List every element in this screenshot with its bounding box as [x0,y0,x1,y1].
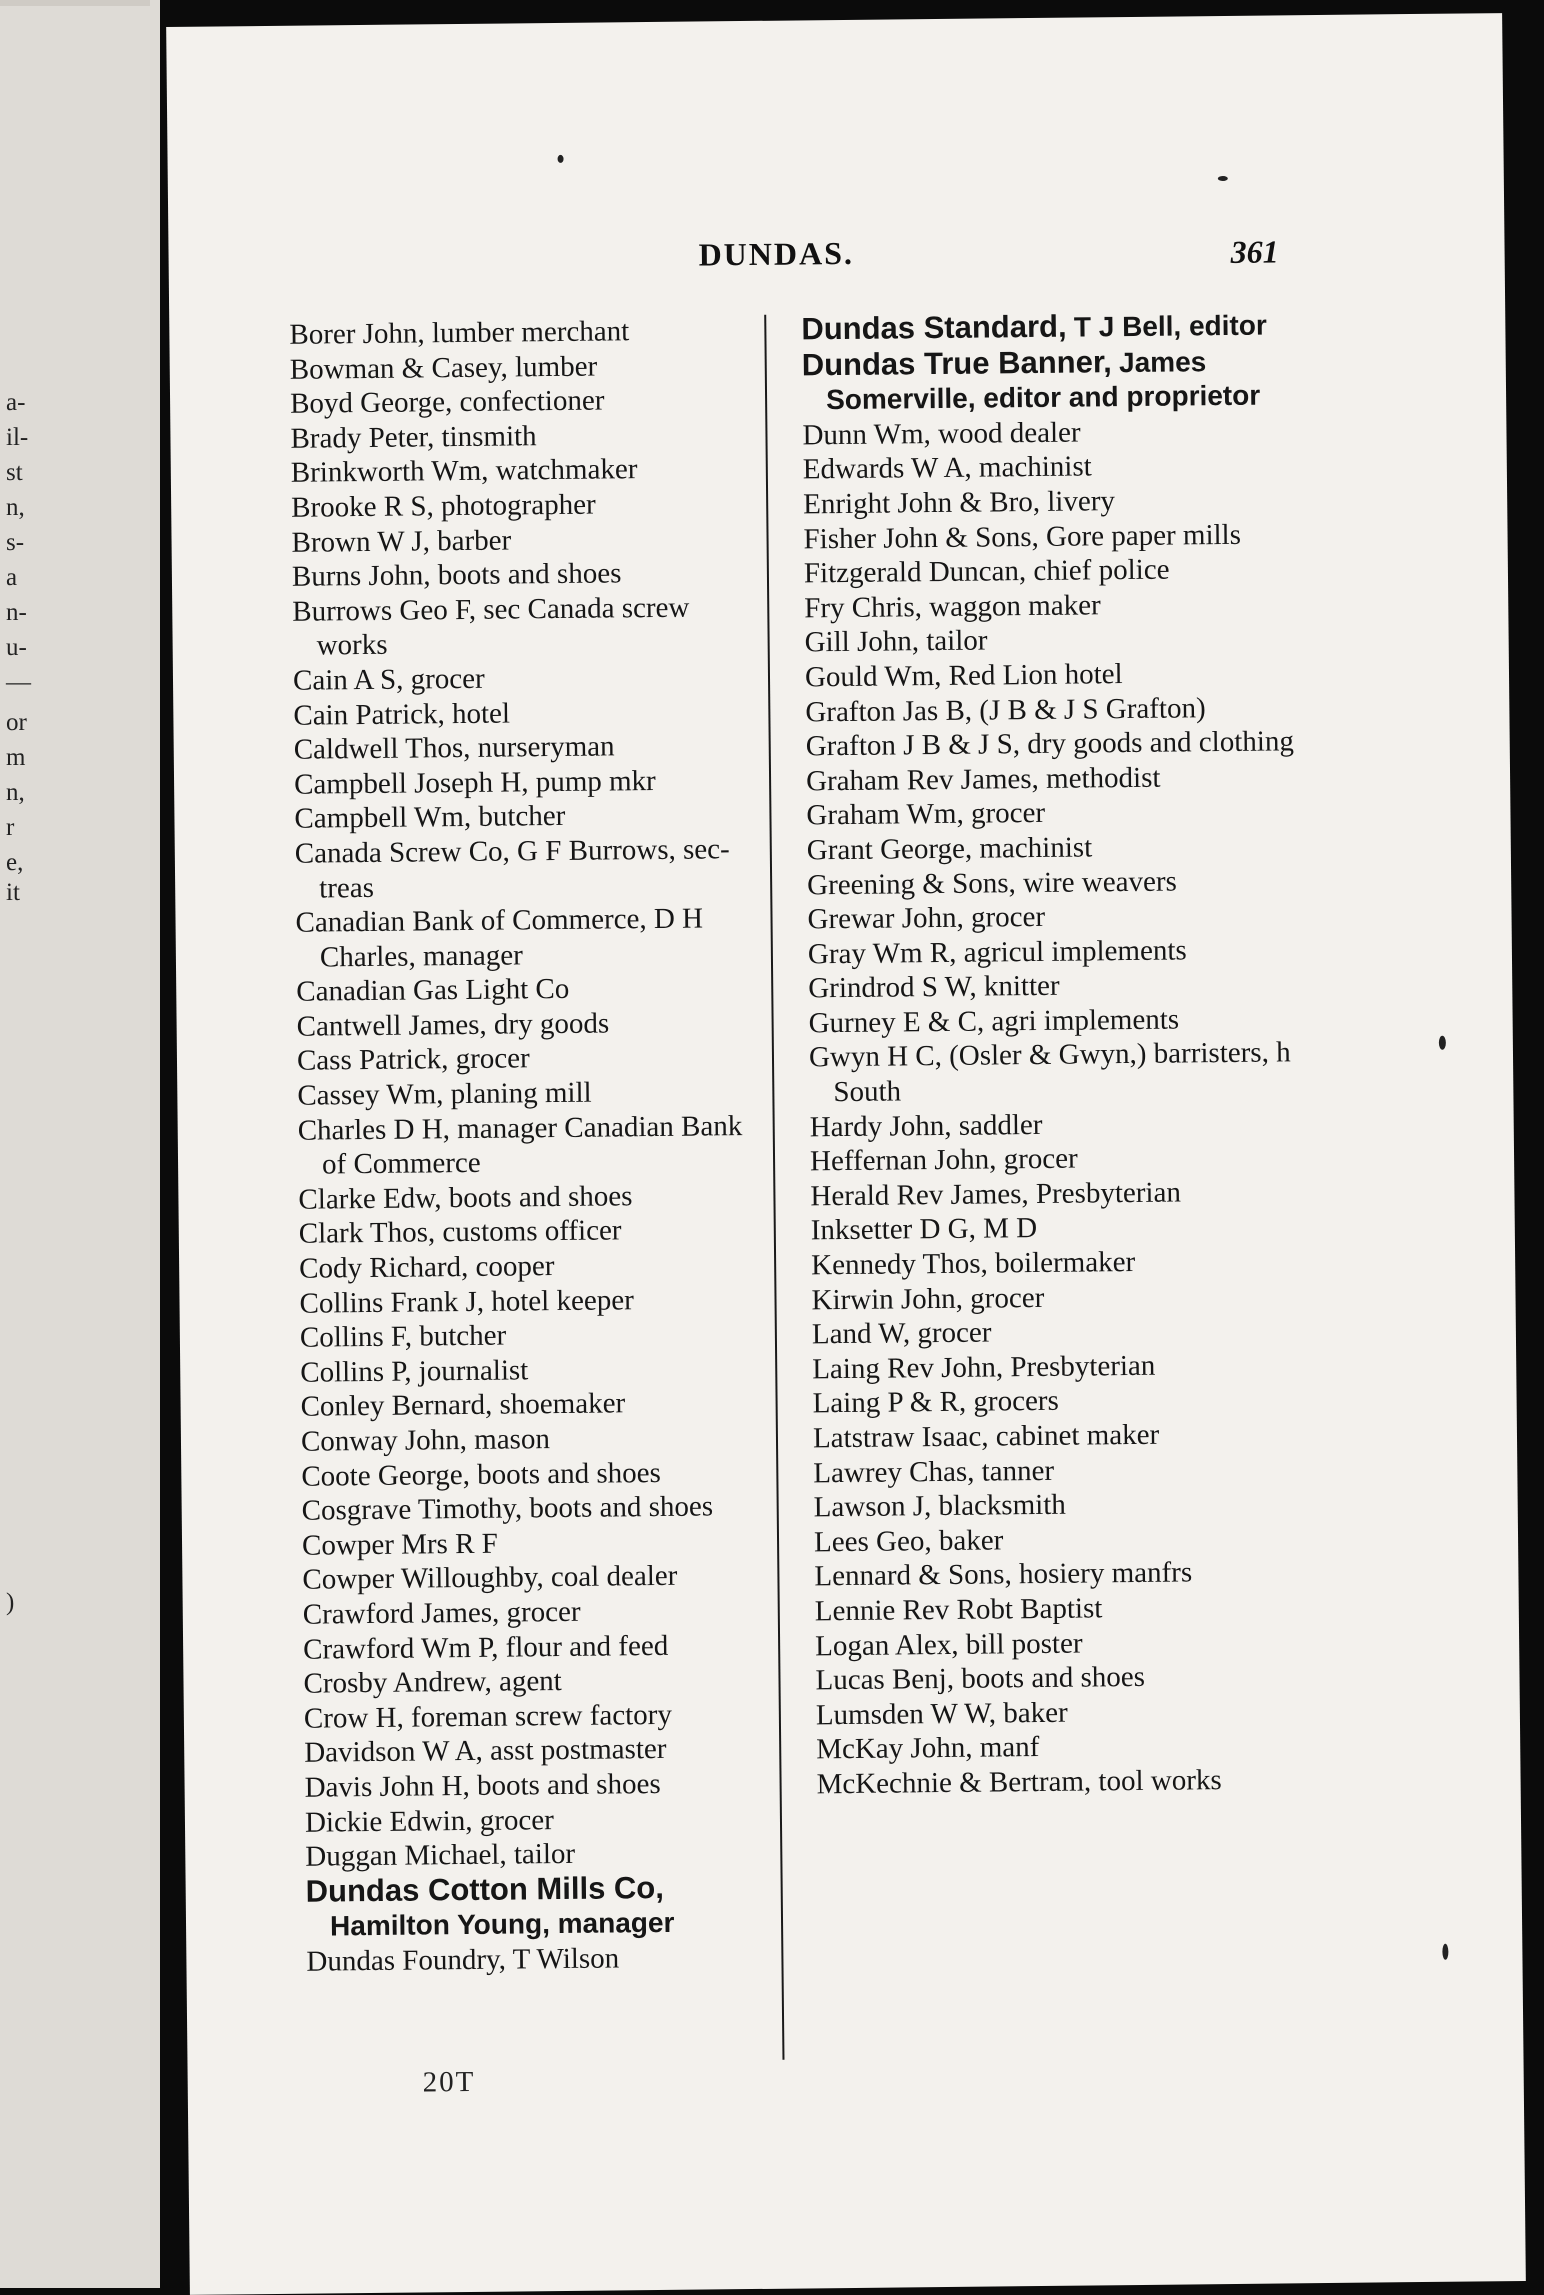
directory-entry: Gwyn H C, (Osler & Gwyn,) barristers, h South [808,1036,1291,1109]
directory-entry: Lucas Benj, boots and shoes [815,1661,1146,1697]
directory-entry: Gray Wm R, agricul implements [807,934,1187,971]
right-column [801,307,1317,1802]
directory-entry: Cain A S, grocer [292,662,485,697]
directory-entry: Edwards W A, machinist [802,450,1092,486]
directory-entry: Logan Alex, bill poster [814,1627,1083,1662]
directory-entry: McKay John, manf [816,1731,1040,1766]
entry-detail: T J Bell, editor [1073,309,1267,343]
directory-entry: Campbell Wm, butcher [294,800,566,836]
directory-entry: Conley Bernard, shoemaker [300,1387,626,1424]
directory-entry: Boyd George, confectioner [289,384,605,420]
directory-entry: Grafton J B & J S, dry goods and clothing [805,725,1295,763]
directory-entry: Crosby Andrew, agent [303,1665,562,1700]
directory-entry: Cody Richard, cooper [299,1250,555,1285]
directory-entry: Davidson W A, asst postmaster [304,1733,667,1770]
directory-entry: Burns John, boots and shoes [291,557,622,593]
directory-entry: Brinkworth Wm, watchmaker [290,453,638,490]
directory-entry: Cass Patrick, grocer [296,1042,530,1078]
directory-entry: Canada Screw Co, G F Burrows, sec-treas [294,833,730,905]
directory-entry: Heffernan John, grocer [809,1142,1078,1178]
directory-entry: Lennie Rev Robt Baptist [814,1592,1103,1628]
ink-speck [1439,1036,1446,1050]
directory-entry: Duggan Michael, tailor [305,1838,576,1873]
directory-entry: Collins Frank J, hotel keeper [299,1283,634,1320]
directory-entry: Fry Chris, waggon maker [804,589,1101,625]
entry-business-name: Dundas True Banner, [801,343,1112,383]
directory-entry: Lawrey Chas, tanner [813,1454,1055,1489]
left-page-text-fragment: st [6,459,23,486]
left-page-text-fragment: u- [6,634,27,661]
directory-entry: Herald Rev James, Presbyterian [810,1176,1182,1213]
directory-page [166,13,1526,2295]
entry-business-name: Dundas Cotton Mills Co, [305,1869,665,1909]
ink-speck [558,155,564,163]
directory-entry: Lennard & Sons, hosiery manfrs [814,1556,1193,1593]
directory-entry: Brown W J, barber [291,524,512,559]
entry-detail: Hamilton Young, manager [329,1907,675,1942]
left-page-text-fragment: or [6,709,27,736]
directory-entry: Cassey Wm, planing mill [297,1076,592,1112]
directory-entry: Bowman & Casey, lumber [289,350,598,386]
directory-entry: Cosgrave Timothy, boots and shoes [301,1490,714,1527]
directory-entry: Cowper Mrs R F [301,1527,498,1562]
directory-entry: Lees Geo, baker [813,1524,1004,1559]
left-page-text-fragment: n, [6,494,25,521]
directory-entry: McKechnie & Bertram, tool works [816,1764,1222,1801]
directory-entry: Gurney E & C, agri implements [808,1003,1180,1040]
directory-entry: Grindrod S W, knitter [808,970,1060,1005]
directory-entry: Canadian Bank of Commerce, D H Charles, manager [295,902,704,974]
left-page-text-fragment: — [6,669,31,696]
directory-entry: Cantwell James, dry goods [296,1007,610,1043]
directory-entry: Cain Patrick, hotel [293,697,511,732]
directory-entry: Laing P & R, grocers [812,1385,1059,1420]
directory-entry: Grant George, machinist [806,831,1093,867]
directory-entry: Lumsden W W, baker [815,1696,1068,1732]
left-column [289,313,766,1979]
ink-speck [1218,176,1228,181]
directory-entry: Caldwell Thos, nurseryman [293,730,615,766]
directory-entry: Campbell Joseph H, pump mkr [293,764,656,801]
directory-entry: Fisher John & Sons, Gore paper mills [803,518,1242,555]
directory-entry: Hardy John, saddler [809,1108,1043,1144]
directory-entry: Burrows Geo F, sec Canada screw works [292,591,690,662]
directory-entry: Canadian Gas Light Co [296,973,570,1009]
directory-entry: Lawson J, blacksmith [813,1488,1066,1524]
entry-business-name: Dundas Standard, [801,308,1067,347]
left-page-text-fragment: it [6,879,20,906]
directory-entry: Brady Peter, tinsmith [290,419,537,455]
directory-entry: Laing Rev John, Presbyterian [812,1349,1156,1386]
directory-entry: Graham Wm, grocer [806,797,1046,832]
directory-entry: Crawford Wm P, flour and feed [302,1629,669,1666]
directory-entry: Gould Wm, Red Lion hotel [804,658,1123,694]
directory-entry: Fitzgerald Duncan, chief police [803,553,1170,590]
directory-entry [306,1870,767,1945]
directory-entry: Dunn Wm, wood dealer [802,416,1081,452]
directory-entry: Gill John, tailor [804,624,988,659]
directory-entry [801,307,1301,348]
directory-entry: Latstraw Isaac, cabinet maker [812,1418,1160,1455]
directory-entry: Coote George, boots and shoes [301,1456,661,1493]
directory-entry: Collins P, journalist [300,1354,529,1389]
directory-entry [802,343,1303,418]
left-page-text-fragment: a- [6,389,26,416]
directory-entry: Graham Rev James, methodist [805,761,1161,798]
directory-entry: Dundas Foundry, T Wilson [306,1942,620,1978]
directory-entry: Dickie Edwin, grocer [304,1803,554,1839]
page-number: 361 [1230,233,1279,270]
directory-entry: Collins F, butcher [299,1319,507,1354]
directory-entry: Cowper Willoughby, coal dealer [302,1560,678,1597]
directory-entry: Kirwin John, grocer [811,1281,1045,1316]
left-page-margin [0,0,160,2288]
directory-entry: Land W, grocer [811,1316,992,1351]
left-page-text-fragment: n, [6,779,25,806]
running-head: DUNDAS. [698,234,855,273]
directory-entry: Conway John, mason [300,1423,551,1458]
directory-entry: Crawford James, grocer [302,1595,581,1631]
directory-entry: Clarke Edw, boots and shoes [298,1180,633,1216]
entry-detail: James Somerville, editor and proprietor [825,345,1261,416]
directory-entry: Clark Thos, customs officer [298,1214,622,1251]
directory-entry: Inksetter D G, M D [810,1212,1038,1247]
left-page-text-fragment: m [6,744,26,771]
directory-entry: Crow H, foreman screw factory [303,1698,673,1735]
directory-entry: Greening & Sons, wire weavers [807,865,1177,901]
directory-entry: Brooke R S, photographer [291,488,596,524]
directory-entry: Borer John, lumber merchant [289,315,630,351]
left-page-text-fragment: ) [6,1589,15,1616]
left-page-text-fragment: r [6,814,15,841]
signature-mark: 20T [422,2065,476,2099]
ink-speck [1442,1944,1448,1960]
directory-entry: Grewar John, grocer [807,900,1046,936]
directory-entry: Davis John H, boots and shoes [304,1767,661,1804]
directory-entry: Grafton Jas B, (J B & J S Grafton) [805,691,1206,728]
left-page-text-fragment: e, [6,849,24,876]
column-rule [764,315,784,2060]
directory-entry: Kennedy Thos, boilermaker [810,1246,1136,1282]
left-page-text-fragment: il- [6,424,29,451]
left-page-text-fragment: n- [6,599,27,626]
left-page-text-fragment: a [6,564,18,591]
directory-entry: Charles D H, manager Canadian Bank of Commerce [297,1109,743,1181]
directory-entry: Enright John & Bro, livery [803,485,1116,521]
left-page-text-fragment: s- [6,529,25,556]
